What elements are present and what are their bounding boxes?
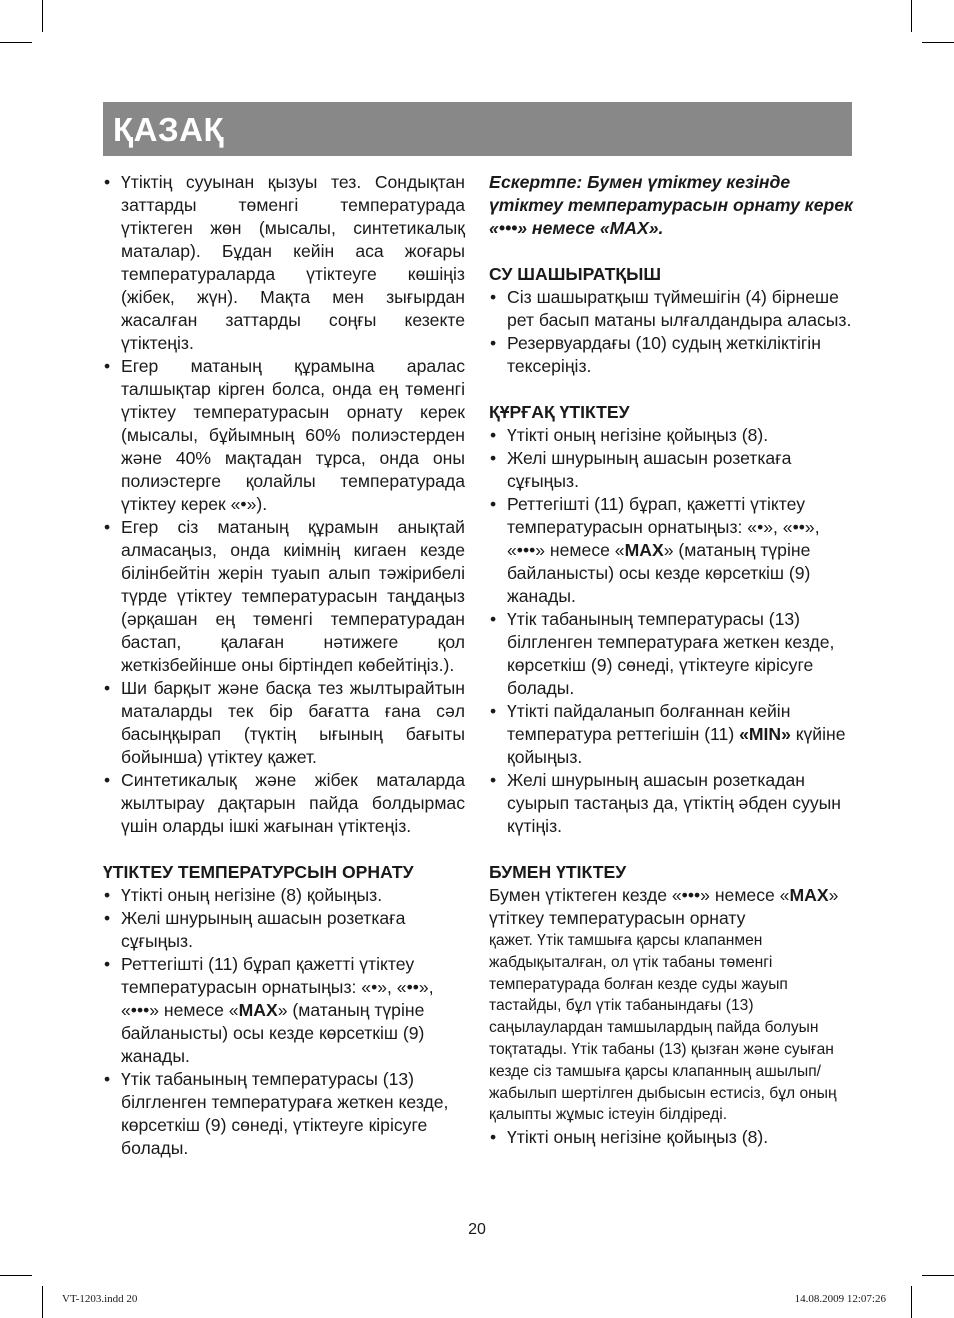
list-item: • Желі шнурының ашасын розеткадан суырып тастаңыз да, үтіктің әбден сууын күтіңіз. xyxy=(489,769,854,838)
crop-mark xyxy=(911,0,912,32)
list-item: • Желі шнурының ашасын розеткаға сұғыңыз. xyxy=(489,447,854,493)
list-item: • Үтіктің сууынан қызуы тез. Сондықтан заттарды төменгі температурада үтіктеген жөн (мысалы, синтетикалық маталар). Бұдан кейін аса жоғары температураларда үтіктеуге көшіңіз (жібек, жүн). Мақта мен зығырдан жасалған заттарды соңғы кезекте үтіктеңіз. xyxy=(103,171,465,355)
print-slug-date: 14.08.2009 12:07:26 xyxy=(794,1293,886,1305)
language-header xyxy=(103,102,852,156)
crop-mark xyxy=(911,1286,912,1318)
list-item: • Үтікті оның негізіне қойыңыз (8). xyxy=(489,424,854,447)
list-item: • Реттегішті (11) бұрап, қажетті үтіктеу температурасын орнатыңыз: «•», «••», «•••» немесе «MAX» (матаның түріне байланысты) осы кезде көрсеткіш (9) жанады. xyxy=(489,493,854,608)
steam-description: қажет. Үтік тамшыға қарсы клапанмен жабдықыталған, ол үтік табаны төменгі температурада болған кезде суды жауып тастайды, бұл үтік табанындағы (13) саңылаулардан тамшылардың пайда болуын тоқтатады. Үтік табаны (13) қызған және суыған кезде сіз тамшыға қарсы клапанның ашылып/жабылып шертілген дыбысын естисіз, бұл оның қалыпты жұмыс істеуін білдіреді. xyxy=(489,932,837,1124)
temp-setting-list xyxy=(103,884,465,1160)
page-number: 20 xyxy=(468,1221,486,1238)
list-item: • Үтік табанының температурасы (13) білгленген температураға жеткен кезде, көрсеткіш (9) сөнеді, үтіктеуге кірісуге болады. xyxy=(103,1068,465,1160)
print-slug-file: VT-1203.indd 20 xyxy=(62,1293,138,1305)
ironing-tips-list xyxy=(103,171,465,838)
section-heading: СУ ШАШЫРАТҚЫШ xyxy=(489,264,662,284)
list-item: • Желі шнурының ашасын розеткаға сұғыңыз. xyxy=(103,907,465,953)
crop-mark xyxy=(0,1275,32,1276)
list-item: • Ши барқыт және басқа тез жылтырайтын маталарды тек бір бағатта ғана сәл басыңқырап (түктің ығының бағыты бойынша) үтіктеу қажет. xyxy=(103,677,465,769)
crop-mark xyxy=(922,42,954,43)
list-item: • Үтікті пайдаланып болғаннан кейін температура реттегішін (11) «MIN» күйіне қойыңыз. xyxy=(489,700,854,769)
left-column xyxy=(103,171,465,1160)
crop-mark xyxy=(0,42,32,43)
list-item: • Егер матаның құрамына аралас талшықтар кірген болса, онда ең төменгі үтіктеу температурасын орнату керек (мысалы, бұйымның 60% полиэстерден және 40% мақтадан тұрса, онда оны полиэстерге қолайлы температурада үтіктеу керек «•»). xyxy=(103,355,465,516)
list-item: • Үтік табанының температурасы (13) білгленген температураға жеткен кезде, көрсеткіш (9) сөнеді, үтіктеуге кірісуге болады. xyxy=(489,608,854,700)
page-title: ҚАЗАҚ xyxy=(113,111,225,148)
list-item: • Резервуардағы (10) судың жеткіліктігін тексеріңіз. xyxy=(489,332,854,378)
dry-ironing-list xyxy=(489,424,854,838)
list-item: • Үтікті оның негізіне қойыңыз (8). xyxy=(489,1126,854,1149)
section-heading: ҚҰРҒАҚ ҮТІКТЕУ xyxy=(489,402,630,422)
steam-intro: Бумен үтіктеген кезде «•••» немесе «MAX» үтіткеу температурасын орнату xyxy=(489,885,839,928)
list-item: • Сіз шашыратқыш түймешігін (4) бірнеше рет басып матаны ылғалдандыра аласыз. xyxy=(489,286,854,332)
list-item: • Реттегішті (11) бұрап қажетті үтіктеу температурасын орнатыңыз: «•», «••», «•••» немесе «MAX» (матаның түріне байланысты) осы кезде көрсеткіш (9) жанады. xyxy=(103,953,465,1068)
list-item: • Үтікті оның негізіне (8) қойыңыз. xyxy=(103,884,465,907)
spray-list xyxy=(489,286,854,378)
steam-list xyxy=(489,1126,854,1149)
section-heading: БУМЕН ҮТІКТЕУ xyxy=(489,862,627,882)
note: Ескертпе: Бумен үтіктеу кезінде үтіктеу температурасын орнату керек «•••» немесе «MAX». xyxy=(489,172,853,238)
right-column xyxy=(489,171,854,1149)
crop-mark xyxy=(42,0,43,32)
crop-mark xyxy=(922,1275,954,1276)
list-item: • Синтетикалық және жібек маталарда жылтырау дақтарын пайда болдырмас үшін оларды ішкі жағынан үтіктеңіз. xyxy=(103,769,465,838)
section-heading: ҮТІКТЕУ ТЕМПЕРАТУРСЫН ОРНАТУ xyxy=(103,862,414,882)
list-item: • Егер сіз матаның құрамын анықтай алмасаңыз, онда киімнің кигаен кезде білінбейтін жерін туаып алып тәжірибелі түрде үтіктеу температурасын таңдаңыз (әрқашан ең төменгі температурадан бастап, қалаған нәтижеге қол жеткізбейінше оны біртіндеп көбейтіңіз.). xyxy=(103,516,465,677)
crop-mark xyxy=(42,1286,43,1318)
